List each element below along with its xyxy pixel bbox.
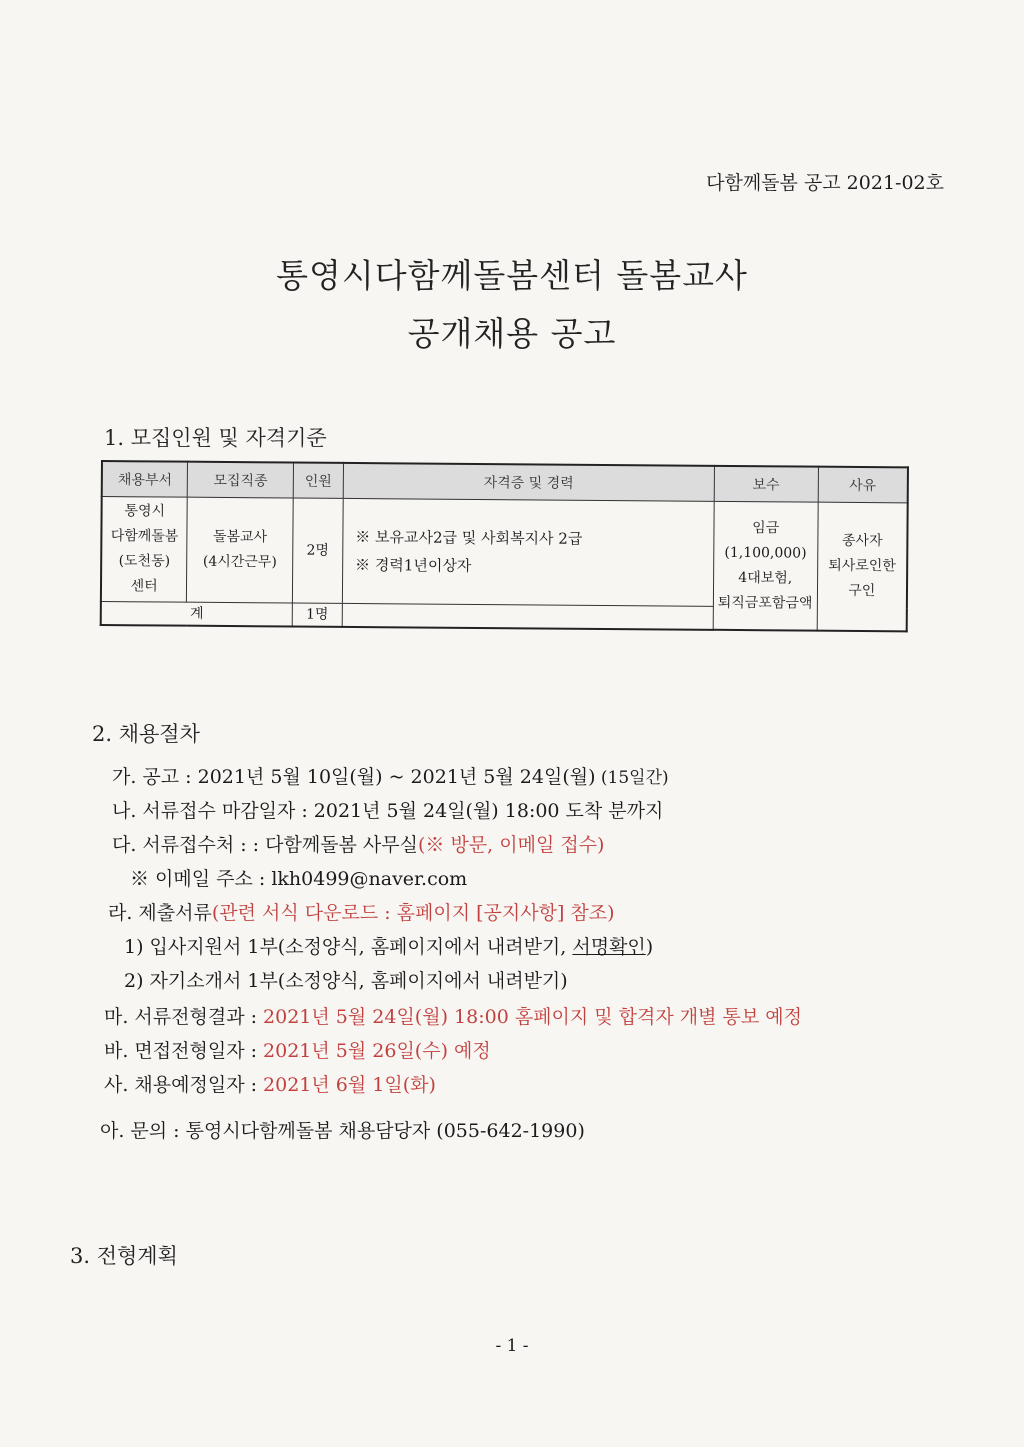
section-3-heading: 3. 전형계획 (70, 1244, 178, 1268)
cell-job: 돌봄교사 (4시간근무) (187, 497, 294, 603)
procedure-a: 아. 문의 : 통영시다함께돌봄 채용담당자 (055-642-1990) (100, 1120, 585, 1142)
title-line-1: 통영시다함께돌봄센터 돌봄교사 (276, 256, 748, 295)
recruitment-table (100, 460, 909, 632)
header-job: 모집직종 (188, 462, 294, 498)
header-reason: 사유 (818, 467, 908, 503)
header-dept: 채용부서 (102, 461, 188, 497)
header-qualification: 자격증 및 경력 (343, 463, 714, 501)
cell-total-empty (342, 603, 713, 629)
section-2-heading: 2. 채용절차 (92, 722, 200, 746)
procedure-ra: 라. 제출서류(관련 서식 다운로드 : 홈페이지 [공지사항] 참조) (108, 902, 615, 924)
procedure-na: 나. 서류접수 마감일자 : 2021년 5월 24일(월) 18:00 도착 분까지 (112, 800, 664, 822)
procedure-ma: 마. 서류전형결과 : 2021년 5월 24일(월) 18:00 홈페이지 및 합격자 개별 통보 예정 (104, 1006, 802, 1028)
cell-total-label: 계 (101, 602, 293, 627)
title-line-2: 공개채용 공고 (407, 314, 617, 353)
page-number: - 1 - (495, 1336, 529, 1356)
cell-reason: 종사자 퇴사로인한 구인 (817, 502, 908, 631)
procedure-sa: 사. 채용예정일자 : 2021년 6월 1일(화) (104, 1074, 436, 1096)
cell-count: 2명 (292, 498, 343, 603)
header-count: 인원 (293, 463, 343, 499)
cell-total-count: 1명 (292, 603, 342, 627)
procedure-email: ※ 이메일 주소 : lkh0499@naver.com (130, 868, 468, 890)
procedure-ra-1: 1) 입사지원서 1부(소정양식, 홈페이지에서 내려받기, 서명확인) (124, 936, 654, 958)
section-1-heading: 1. 모집인원 및 자격기준 (104, 426, 327, 450)
procedure-ba: 바. 면접전형일자 : 2021년 5월 26일(수) 예정 (104, 1040, 491, 1062)
cell-pay: 임금 (1,100,000) 4대보험, 퇴직금포함금액 (713, 501, 818, 630)
cell-dept: 통영시 다함께돌봄 (도천동) 센터 (101, 497, 188, 603)
cell-qualification: ※ 보유교사2급 및 사회복지사 2급 ※ 경력1년이상자 (342, 498, 714, 606)
document-number: 다함께돌봄 공고 2021-02호 (706, 172, 944, 194)
procedure-da: 다. 서류접수처 : : 다함께돌봄 사무실(※ 방문, 이메일 접수) (112, 834, 605, 856)
header-pay: 보수 (714, 466, 818, 502)
procedure-ra-2: 2) 자기소개서 1부(소정양식, 홈페이지에서 내려받기) (124, 970, 568, 992)
procedure-ga: 가. 공고 : 2021년 5월 10일(월) ~ 2021년 5월 24일(월) (15일간) (112, 766, 669, 788)
table-row (101, 497, 908, 608)
